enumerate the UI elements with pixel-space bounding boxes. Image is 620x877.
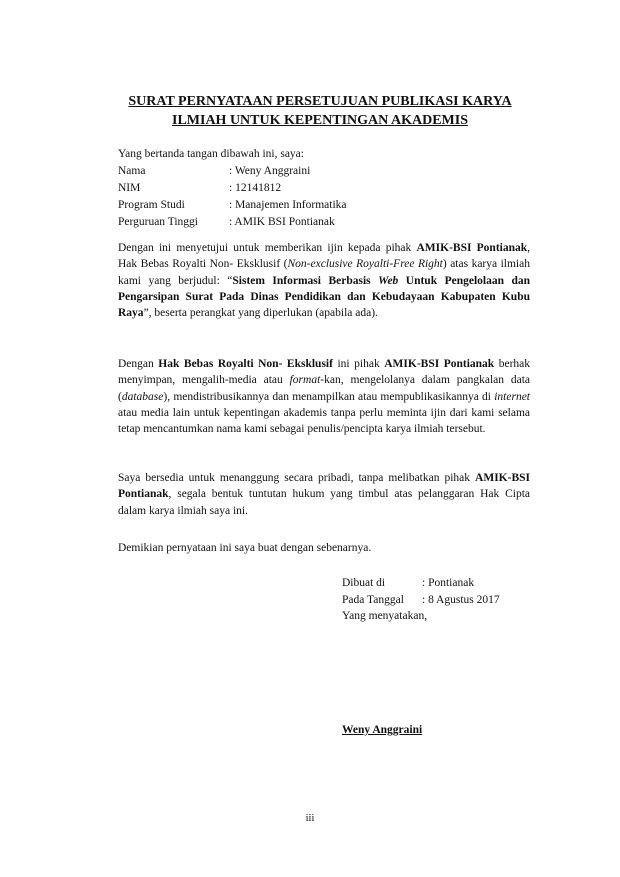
paragraph-liability: [118, 470, 530, 519]
field-row-nim: [118, 180, 347, 197]
italic-run: Non-exclusive Royalti-Free Right: [287, 258, 443, 271]
text-run: , Hak Bebas Royalti Non- Eksklusif (: [118, 242, 531, 271]
field-value: : AMIK BSI Pontianak: [229, 216, 335, 228]
italic-run: database: [121, 390, 164, 403]
field-label: Perguruan Tinggi: [118, 216, 198, 228]
field-value: : Weny Anggraini: [229, 165, 311, 177]
sign-date-value: : 8 Agustus 2017: [422, 593, 500, 606]
sign-place-row: [342, 575, 500, 592]
title-line-1: SURAT PERNYATAAN PERSETUJUAN PUBLIKASI KARYA: [128, 94, 512, 109]
field-row-nama: [118, 163, 347, 180]
sign-date-row: [342, 592, 500, 609]
identity-fields: [118, 163, 347, 231]
sign-date-label: Pada Tanggal: [342, 593, 404, 606]
sign-place-label: Dibuat di: [342, 577, 386, 589]
field-value: : Manajemen Informatika: [229, 199, 347, 211]
sign-closing: Yang menyatakan,: [342, 610, 428, 622]
paragraph-consent: [118, 240, 530, 321]
signer-name: Weny Anggraini: [342, 724, 423, 736]
text-run: ”, beserta perangkat yang diperlukan (apabila ada).: [143, 307, 378, 320]
bold-run: AMIK-BSI Pontianak: [384, 358, 495, 370]
intro-text: Yang bertanda tangan dibawah ini, saya:: [118, 148, 304, 160]
field-label: Nama: [118, 165, 146, 177]
thesis-title-run: Untuk Pengelolaan dan Pengarsipan Surat Pada Dinas Pendidikan dan Kebudayaan Kabupaten Kubu Raya: [118, 274, 530, 320]
document-title: [100, 92, 540, 130]
bold-run: AMIK-BSI Pontianak: [118, 472, 530, 501]
text-run: ), mendistribusikannya dan menampilkan atau mempublikasikannya di: [163, 390, 495, 403]
thesis-title-run: Sistem Informasi Berbasis: [232, 274, 379, 287]
field-row-program-studi: [118, 197, 347, 214]
sign-place-value: : Pontianak: [422, 577, 475, 589]
signature-block: [342, 575, 500, 625]
thesis-title-italic-run: Web: [378, 274, 399, 287]
title-line-2: ILMIAH UNTUK KEPENTINGAN AKADEMIS: [172, 113, 468, 128]
text-run: Dengan: [118, 358, 159, 370]
text-run: berhak menyimpan, mengalih-media atau: [118, 358, 531, 387]
field-value: : 12141812: [229, 182, 282, 194]
text-run: Dengan ini menyetujui untuk memberikan ijin kepada pihak: [118, 242, 417, 254]
page-number: iii: [305, 813, 315, 824]
italic-run: format: [289, 374, 321, 387]
text-run: ini pihak: [332, 358, 385, 370]
bold-run: AMIK-BSI Pontianak: [416, 242, 528, 254]
field-row-perguruan-tinggi: [118, 214, 347, 231]
field-label: NIM: [118, 182, 141, 194]
paragraph-closing: Demikian pernyataan ini saya buat dengan sebenarnya.: [118, 542, 372, 554]
text-run: , segala bentuk tuntutan hukum yang timbul atas pelanggaran Hak Cipta dalam karya ilmiah saya ini.: [118, 488, 530, 517]
text-run: -kan, mengelolanya dalam pangkalan data (: [118, 374, 531, 403]
text-run: Saya bersedia untuk menanggung secara pribadi, tanpa melibatkan pihak: [118, 472, 476, 484]
paragraph-rights: [118, 356, 530, 437]
italic-run: internet: [494, 390, 530, 403]
text-run: atau media lain untuk kepentingan akademis tanpa perlu meminta ijin dari kami selama tetap mencantumkan nama kami sebagai penulis/pencipta karya ilmiah tersebut.: [118, 406, 530, 436]
text-run: ) atas karya ilmiah kami yang berjudul: “: [118, 258, 530, 287]
field-label: Program Studi: [118, 199, 185, 211]
bold-run: Hak Bebas Royalti Non- Eksklusif: [158, 358, 333, 370]
